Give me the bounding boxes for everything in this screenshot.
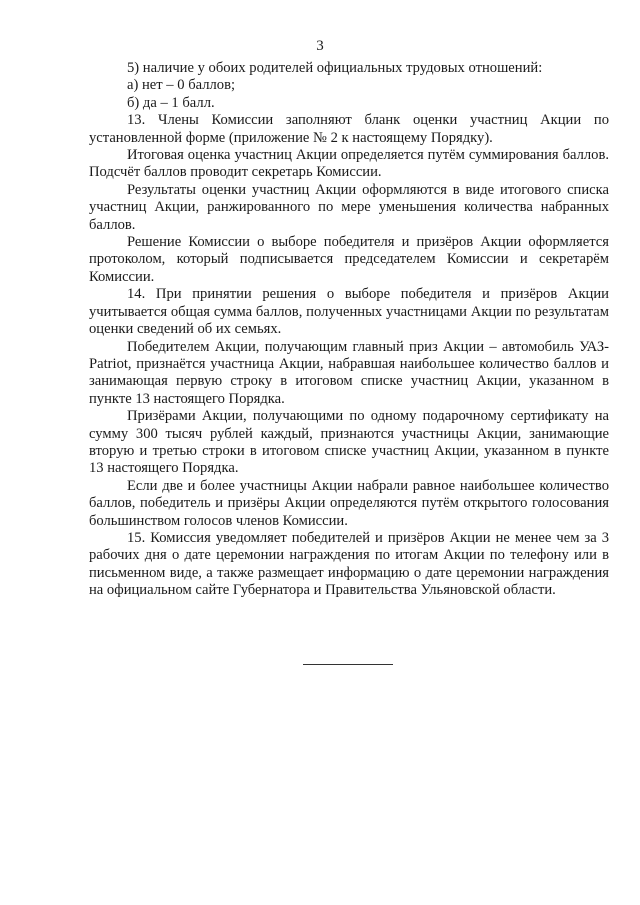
paragraph-prize-winners: Призёрами Акции, получающими по одному подарочному сертификату на сумму 300 тысяч рублей каждый, признаются участницы Акции, занимающие вторую и третью строки в итоговом списке участниц Акции, указанном в пункте 13 настоящего Порядка. xyxy=(89,408,609,477)
paragraph-item-15: 15. Комиссия уведомляет победителей и призёров Акции не менее чем за 3 рабочих дня о дате церемонии награждения по итогам Акции по телефону или в письменном виде, а также размещает информацию о дате церемонии награждения на официальном сайте Губернатора и Правительства Ульяновской области. xyxy=(89,529,609,599)
paragraph-option-b: б) да – 1 балл. xyxy=(127,94,215,111)
paragraph-tie-rule: Если две и более участницы Акции набрали равное наибольшее количество баллов, победитель и призёры Акции определяются путём открытого голосования большинством голосов членов Комиссии. xyxy=(89,477,609,529)
paragraph-item-13: 13. Члены Комиссии заполняют бланк оценки участниц Акции по установленной форме (приложение № 2 к настоящему Порядку). xyxy=(89,112,609,146)
end-divider-line xyxy=(303,664,393,665)
paragraph-winner: Победителем Акции, получающим главный приз Акции – автомобиль УАЗ-Patriot, признаётся участница Акции, набравшая наибольшее количество баллов и занимающая первую строку в итоговом списке участниц Акции, указанном в пункте 13 настоящего Порядка. xyxy=(89,338,609,407)
paragraph-item-14: 14. При принятии решения о выборе победителя и призёров Акции учитывается общая сумма баллов, полученных участницами Акции по результатам оценки сведений об их семьях. xyxy=(89,286,609,338)
paragraph-decision-protocol: Решение Комиссии о выборе победителя и призёров Акции оформляется протоколом, который подписывается председателем Комиссии и секретарём Комиссии. xyxy=(89,234,609,285)
paragraph-results-list: Результаты оценки участниц Акции оформляются в виде итогового списка участниц Акции, ранжированного по мере уменьшения количества набранных баллов. xyxy=(89,181,609,233)
paragraph-criterion-5: 5) наличие у обоих родителей официальных трудовых отношений: xyxy=(127,60,543,76)
page-number: 3 xyxy=(316,38,324,54)
paragraph-final-score: Итоговая оценка участниц Акции определяется путём суммирования баллов. Подсчёт баллов проводит секретарь Комиссии. xyxy=(89,147,609,181)
paragraph-option-a: а) нет – 0 баллов; xyxy=(127,77,236,94)
document-body xyxy=(89,60,609,600)
